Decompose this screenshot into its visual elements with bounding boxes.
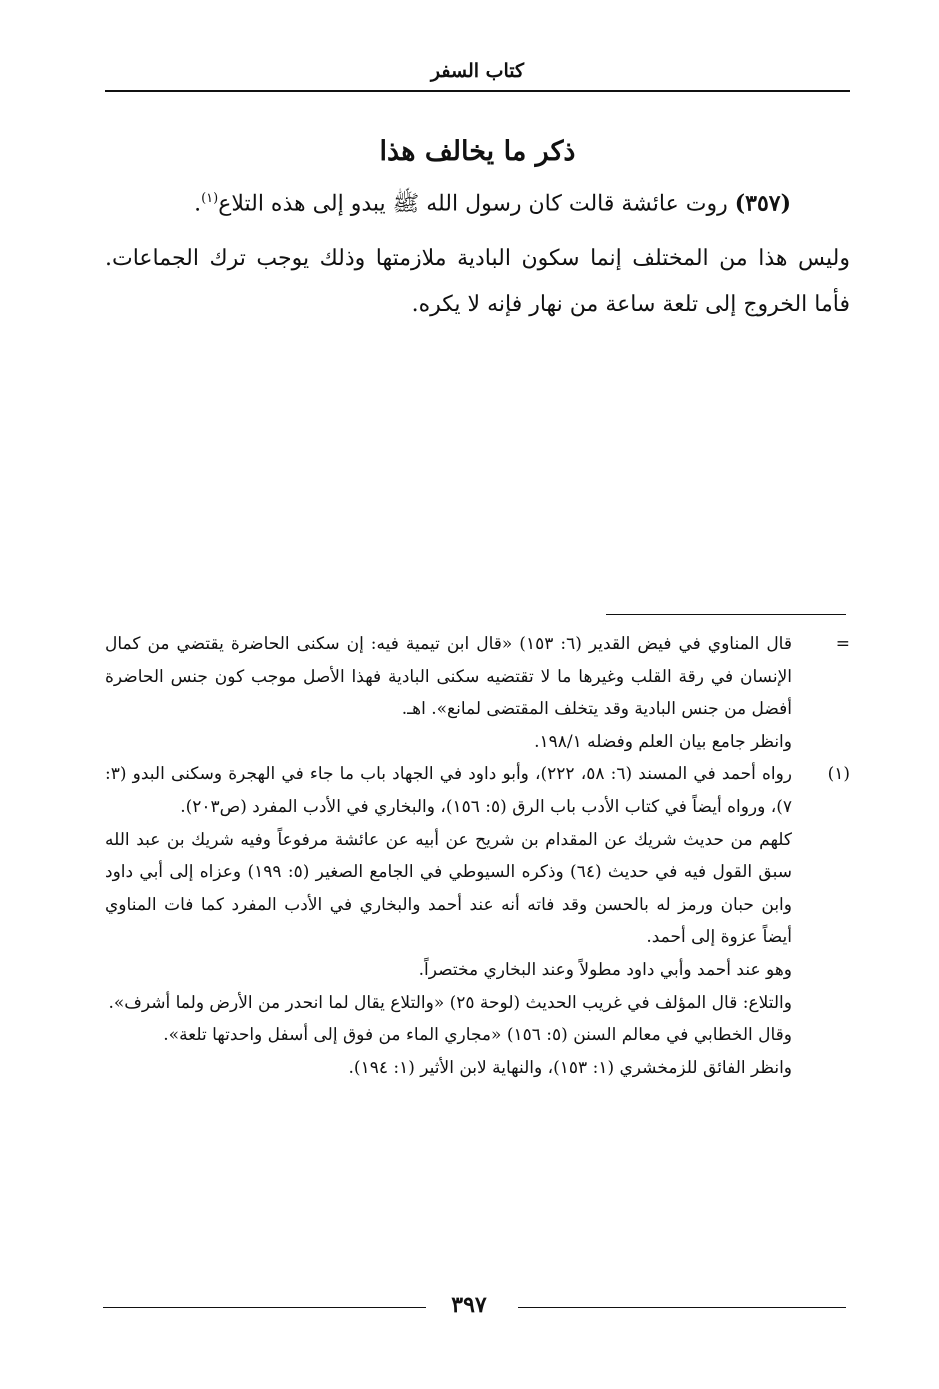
footnotes [105,628,850,1084]
footnote-line: كلهم من حديث شريك عن المقدام بن شريح عن أبيه عن عائشة مرفوعاً وفيه شريك بن عبد الله سبق القول فيه في حديث (٦٤) وذكره السيوطي في الجامع الصغير (٥: ١٩٩) وعزاه إلى أبي داود وابن حبان ورمز له بالحسن وقد فاته أنه عند أحمد والبخاري في الأدب المفرد كما فات المناوي أيضاً عزوة إلى أحمد. [105,829,792,948]
continuation-marker: = [835,634,850,654]
footnote-1-marker: (١) [827,764,850,785]
footnote-1 [105,758,850,1084]
page-number: ٣٩٧ [451,1292,487,1318]
hadith-paragraph [91,182,791,221]
running-title: كتاب السفر [430,60,525,82]
page-number-rule-right [518,1307,846,1308]
footnote-line: والتلاع: قال المؤلف في غريب الحديث (لوحة ٢٥) «والتلاع يقال لما انحدر من الأرض ولما أشرف». [108,992,792,1013]
hadith-text: روت عائشة قالت كان رسول الله ﷺ يبدو إلى هذه التلاع [218,191,728,217]
page-number-rule-left [103,1307,426,1308]
footnote-separator [606,614,846,615]
footnote-line: وانظر جامع بيان العلم وفضله ١٩٨/١. [534,731,792,752]
footnote-line: وقال الخطابي في معالم السنن (٥: ١٥٦) «مجاري الماء من فوق إلى أسفل واحدتها تلعة». [163,1025,792,1046]
commentary-paragraph: وليس هذا من المختلف إنما سكون البادية ملازمتها وذلك يوجب ترك الجماعات. فأما الخروج إلى تلعة ساعة من نهار فإنه لا يكره. [105,246,850,317]
section-title: ذكر ما يخالف هذا [379,136,576,167]
footnote-line: وهو عند أحمد وأبي داود مطولاً وعند البخاري مختصراً. [418,959,792,980]
footnote-line: وانظر الفائق للزمخشري (١: ١٥٣)، والنهاية لابن الأثير (١: ١٩٤). [348,1057,792,1078]
footnote-line: قال المناوي في فيض القدير (٦: ١٥٣) «قال ابن تيمية فيه: إن سكنى الحاضرة يقتضي من كمال الإنسان في رقة القلب وغيرها ما لا تقتضيه سكنى البادية فهذا الأصل موجب كون جنس الحاضرة أفضل من جنس البادية وقد يتخلف المقتضى لمانع». اهـ. [105,634,792,720]
footnote-reference[interactable]: (١) [201,191,219,206]
hadith-number: (٣٥٧) [734,190,791,217]
footnote-line: رواه أحمد في المسند (٦: ٥٨، ٢٢٢)، وأبو داود في الجهاد باب ما جاء في الهجرة وسكنى البدو (٣: ٧)، ورواه أيضاً في كتاب الأدب باب الرق (٥: ١٥٦)، والبخاري في الأدب المفرد (ص٢٠٣). [105,764,793,817]
hadith-end-mark: . [194,191,202,217]
header-rule [105,90,850,92]
footnote-continuation [105,628,850,758]
